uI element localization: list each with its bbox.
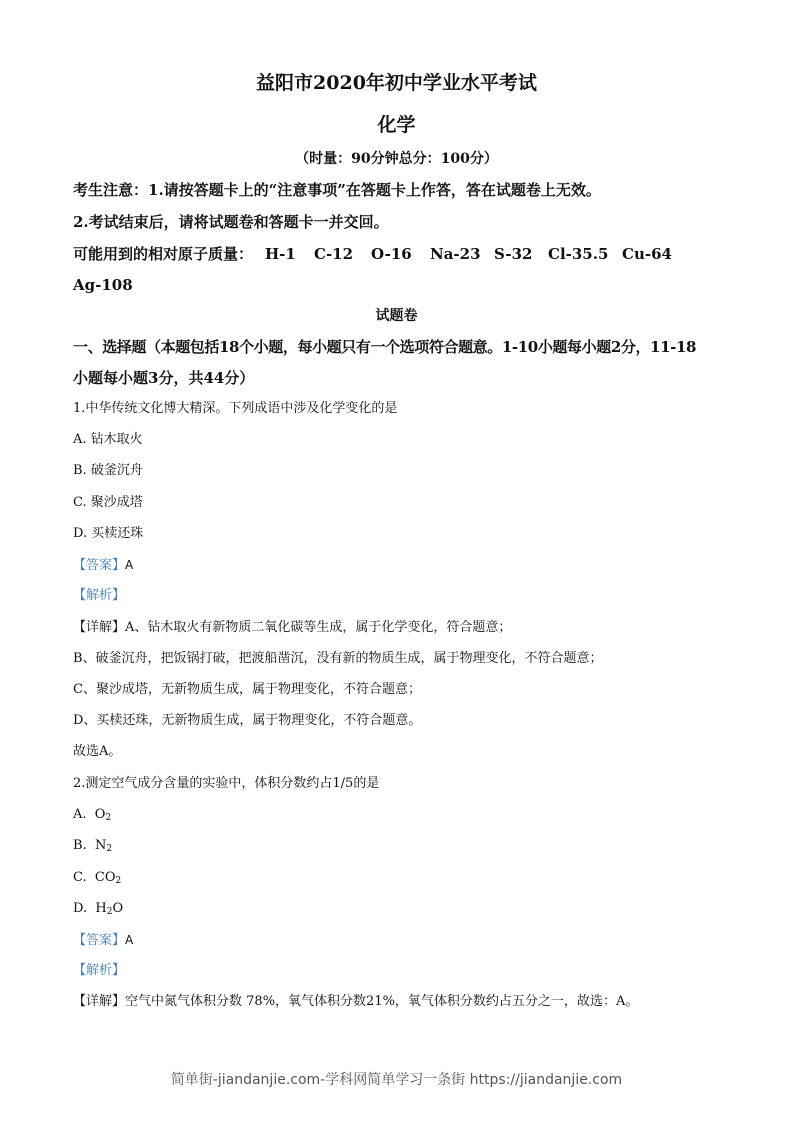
- q1-option-c: C. 聚沙成塔: [73, 495, 143, 510]
- q1-analysis-label: 【解析】: [73, 588, 126, 603]
- option-letter: C.: [73, 870, 87, 885]
- mass-c: C-12: [314, 245, 354, 263]
- section-heading-1: 一、选择题（本题包括18个小题，每小题只有一个选项符合题意。1-10小题每小题2分，11-18: [73, 338, 697, 356]
- formula: H: [95, 901, 107, 916]
- answer-label: 【答案】: [73, 933, 126, 948]
- atomic-mass-line: [73, 244, 733, 264]
- q2-detail: [73, 992, 638, 1012]
- subject-title: 化学: [377, 114, 416, 136]
- q2-option-a: [73, 805, 111, 828]
- subscript: 2: [106, 844, 113, 854]
- q1-detail-3: C、聚沙成塔，无新物质生成，属于物理变化，不符合题意；: [73, 682, 421, 697]
- section-heading-2: 小题每小题3分，共44分）: [73, 369, 255, 387]
- mass-h: H-1: [265, 245, 296, 263]
- q2-option-b: [73, 836, 112, 859]
- formula: N: [94, 838, 107, 853]
- q1-option-d: D. 买椟还珠: [73, 526, 144, 541]
- subscript: 2: [105, 813, 112, 823]
- answer-value: A: [125, 933, 134, 947]
- atomic-mass-label: 可能用到的相对原子质量：: [73, 245, 254, 263]
- q2-option-d: [73, 899, 123, 922]
- q1-detail-2: B、破釜沉舟，把饭锅打破，把渡船凿沉，没有新的物质生成，属于物理变化，不符合题意；: [73, 651, 603, 666]
- notice-line-1: 考生注意：1.请按答题卡上的“注意事项”在答题卡上作答，答在试题卷上无效。: [73, 181, 601, 199]
- mass-cu: Cu-64: [622, 245, 672, 263]
- q1-detail-4: D、买椟还珠，无新物质生成，属于物理变化，不符合题意。: [73, 713, 422, 728]
- q1-stem: 1.中华传统文化博大精深。下列成语中涉及化学变化的是: [73, 401, 398, 416]
- section-title: 试题卷: [375, 308, 418, 324]
- detail-label: 【详解】: [73, 620, 126, 635]
- detail-text: A、钻木取火有新物质二氧化碳等生成，属于化学变化，符合题意；: [125, 620, 512, 635]
- option-letter: A.: [73, 807, 87, 822]
- mass-na: Na-23: [430, 245, 481, 263]
- q1-option-a: A. 钻木取火: [73, 432, 143, 447]
- q2-analysis-label: 【解析】: [73, 963, 126, 978]
- q1-answer: [73, 555, 133, 576]
- formula: CO: [94, 870, 116, 885]
- subscript: 2: [115, 876, 122, 886]
- option-letter: D.: [73, 901, 88, 916]
- exam-title: 益阳市2020年初中学业水平考试: [256, 72, 537, 94]
- q1-detail-1: [73, 618, 511, 638]
- q2-option-c: [73, 868, 121, 891]
- mass-cl: Cl-35.5: [548, 245, 609, 263]
- time-score: （时量：90分钟总分：100分）: [295, 151, 498, 167]
- notice-line-2: 2.考试结束后，请将试题卷和答题卡一并交回。: [73, 213, 389, 231]
- footer-watermark: 简单街-jiandanjie.com-学科网简单学习一条街 https://jiandanjie.com: [170, 1072, 623, 1088]
- formula: O: [94, 807, 106, 822]
- formula-tail: O: [112, 901, 124, 916]
- subscript: 2: [106, 907, 113, 917]
- mass-o: O-16: [371, 245, 412, 263]
- q1-option-b: B. 破釜沉舟: [73, 463, 143, 478]
- detail-text: 空气中氮气体积分数 78%，氧气体积分数21%，氧气体积分数约占五分之一，故选：A。: [125, 994, 639, 1009]
- q2-stem: 2.测定空气成分含量的实验中，体积分数约占1/5的是: [73, 776, 380, 791]
- q2-answer: [73, 930, 133, 951]
- answer-label: 【答案】: [73, 558, 126, 573]
- q1-conclusion: 故选A。: [73, 744, 122, 759]
- detail-label: 【详解】: [73, 994, 126, 1009]
- mass-s: S-32: [494, 245, 533, 263]
- mass-ag: Ag-108: [73, 276, 133, 294]
- answer-value: A: [125, 558, 134, 572]
- option-letter: B.: [73, 838, 87, 853]
